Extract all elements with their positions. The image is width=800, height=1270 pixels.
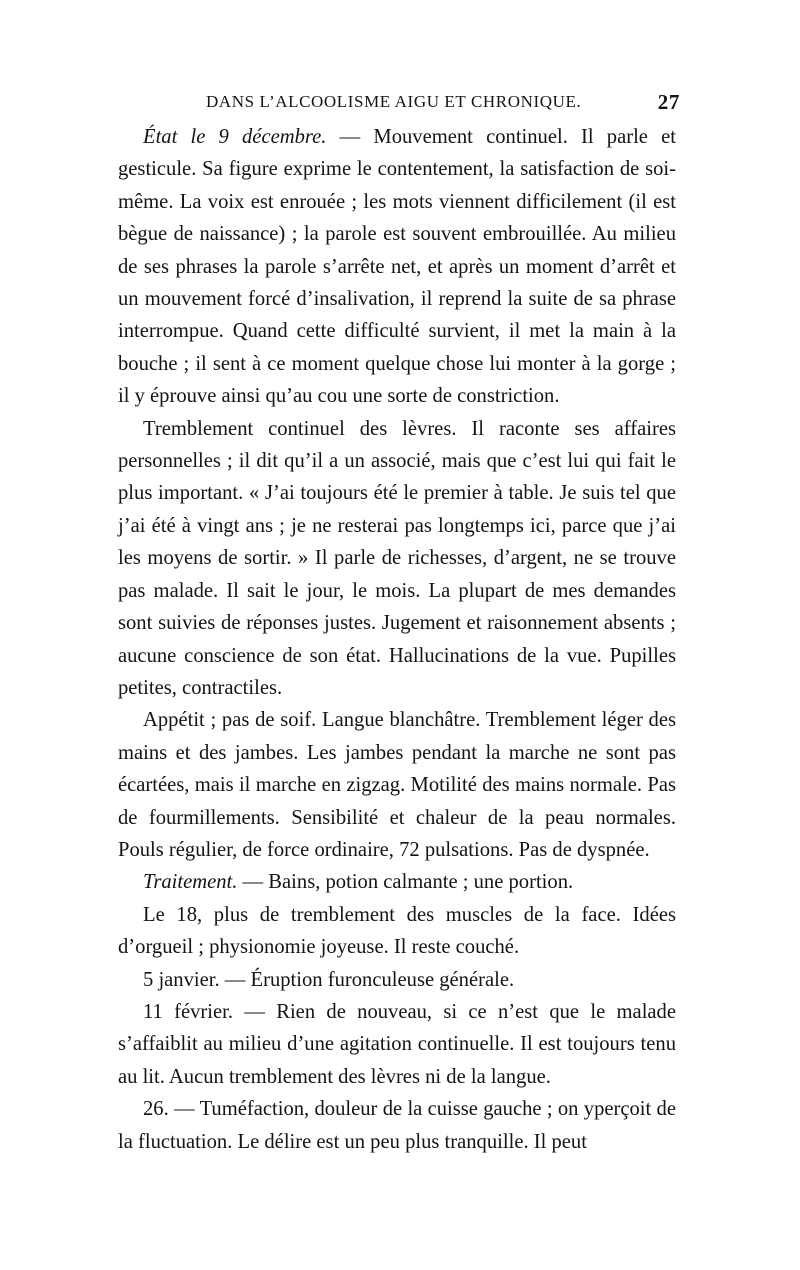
paragraph-text: — Mouvement continuel. Il parle et gesticule. Sa figure exprime le contentement, la satisfaction de soi-même. La voix est enrouée ; les mots viennent difficilement (il est bègue de naissance) ; la parole est souvent embrouillée. Au milieu de ses phrases la parole s’arrête net, et après un moment d’arrêt et un mouvement forcé d’insalivation, il reprend la suite de sa phrase interrompue. Quand cette difficulté survient, il met la main à la bouche ; il sent à ce moment quelque chose lui monter à la gorge ; il y éprouve ainsi qu’au cou une sorte de constriction.: [118, 126, 676, 408]
paragraph-lead-italic: Traitement.: [143, 871, 238, 894]
page-number: 27: [657, 90, 680, 114]
paragraph-tremblement: [118, 413, 676, 705]
paragraph-text: Le 18, plus de tremblement des muscles de la face. Idées d’orgueil ; physionomie joyeuse. Il reste couché.: [118, 903, 676, 959]
paragraph-11-fevrier: [118, 996, 676, 1093]
paragraph-text: 11 février. — Rien de nouveau, si ce n’est que le malade s’affaiblit au milieu d’une agitation continuelle. Il est toujours tenu au lit. Aucun tremblement des lèvres ni de la langue.: [118, 1000, 676, 1088]
body-text: [118, 121, 676, 1158]
running-head: [128, 92, 680, 116]
paragraph-text: Appétit ; pas de soif. Langue blanchâtre. Tremblement léger des mains et des jambes. Les jambes pendant la marche ne sont pas écartées, mais il marche en zigzag. Motilité des mains normale. Pas de fourmillements. Sensibilité et chaleur de la peau normales. Pouls régulier, de force ordinaire, 72 pulsations. Pas de dyspnée.: [118, 709, 676, 861]
paragraph-5-janvier: [118, 964, 676, 996]
paragraph-lead-italic: État le 9 décembre.: [143, 126, 327, 148]
paragraph-text: — Bains, potion calmante ; une portion.: [237, 871, 574, 894]
running-head-title: DANS L’ALCOOLISME AIGU ET CHRONIQUE.: [206, 92, 582, 111]
paragraph-traitement: [118, 866, 676, 898]
paragraph-le-18: [118, 899, 676, 964]
paragraph-text: 26. — Tuméfaction, douleur de la cuisse gauche ; on yperçoit de la fluctuation. Le délire est un peu plus tranquille. Il peut: [118, 1098, 676, 1153]
paragraph-appetit: [118, 704, 676, 866]
paragraph-etat: [118, 121, 676, 413]
paragraph-26: [118, 1093, 676, 1158]
paragraph-text: 5 janvier. — Éruption furonculeuse générale.: [143, 968, 515, 991]
paragraph-text: Tremblement continuel des lèvres. Il raconte ses affaires personnelles ; il dit qu’il a un associé, mais que c’est lui qui fait le plus important. « J’ai toujours été le premier à table. Je suis tel que j’ai été à vingt ans ; je ne resterai pas longtemps ici, parce que j’ai les moyens de sortir. » Il parle de richesses, d’argent, ne se trouve pas malade. Il sait le jour, le mois. La plupart de mes demandes sont suivies de réponses justes. Jugement et raisonnement absents ; aucune conscience de son état. Hallucinations de la vue. Pupilles petites, contractiles.: [118, 417, 676, 699]
